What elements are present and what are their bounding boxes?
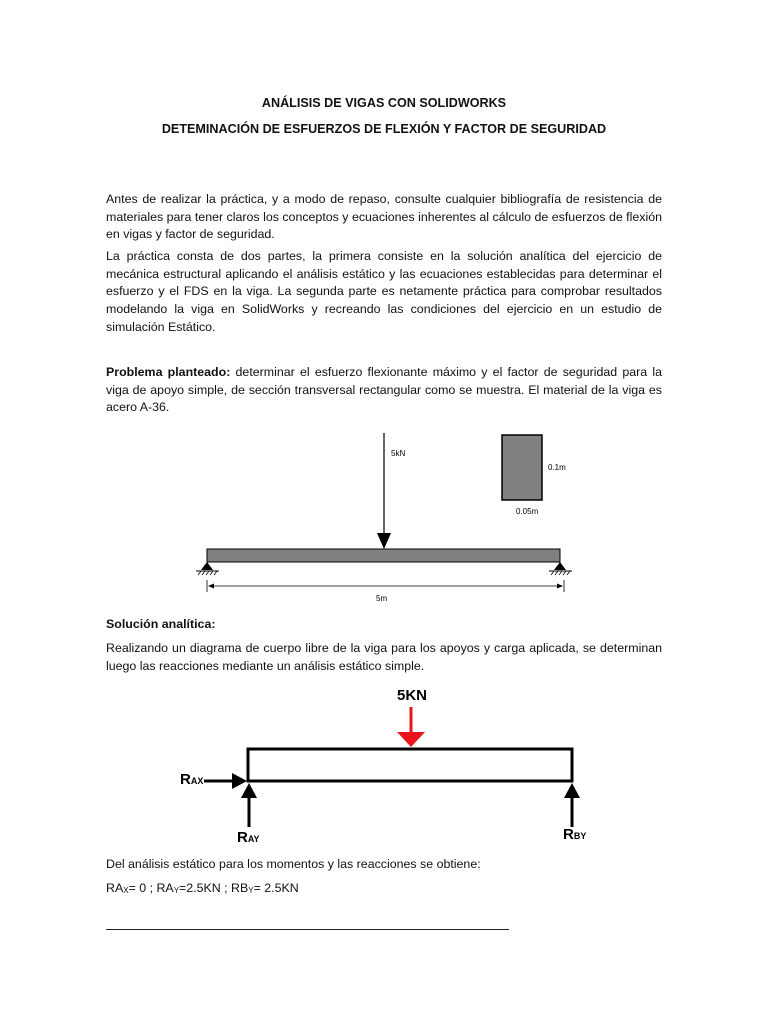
ray-label: RAY bbox=[237, 829, 260, 846]
section-height-label: 0.1m bbox=[548, 463, 566, 472]
rax-arrow-head bbox=[232, 773, 247, 789]
reactions-result: $RA_X= 0$ ; $RA_Y=2.5KN$ ; $RB_Y= 2.5KN$ bbox=[106, 881, 299, 895]
fbd-load-label: 5KN bbox=[397, 687, 428, 704]
solution-paragraph: Realizando un diagrama de cuerpo libre de la viga para los apoyos y carga aplicada, se determinan luego las reacciones mediante un análisis estático simple. bbox=[106, 641, 662, 673]
load-label: 5kN bbox=[391, 449, 406, 458]
rby-label: RBY bbox=[563, 826, 587, 843]
solution-heading: Solución analítica: bbox=[106, 617, 216, 631]
document-subtitle: DETEMINACIÓN DE ESFUERZOS DE FLEXIÓN Y FACTOR DE SEGURIDAD bbox=[161, 122, 607, 136]
section-width-label: 0.05m bbox=[516, 507, 539, 516]
problem-label: Problema planteado: bbox=[106, 365, 231, 379]
footnote-divider bbox=[106, 929, 509, 930]
rby-arrow-head bbox=[564, 783, 580, 798]
intro-paragraph: Antes de realizar la práctica, y a modo de repaso, consulte cualquier bibliografía de resistencia de materiales para tener claros los conceptos y ecuaciones inherentes al cálculo de esfuerzos de flexión en vigas y factor de seguridad. bbox=[106, 192, 662, 242]
fbd-beam bbox=[248, 749, 572, 781]
problem-text: determinar el esfuerzo flexionante máximo y el factor de seguridad para la viga de apoyo simple, de sección transversal rectangular como se muestra. El material de la viga es acero A-36. bbox=[106, 365, 662, 415]
rax-label: RAX bbox=[180, 771, 204, 788]
document-title: ANÁLISIS DE VIGAS CON SOLIDWORKS bbox=[261, 96, 507, 110]
parts-paragraph: La práctica consta de dos partes, la primera consiste en la solución analítica del ejercicio de mecánica estructural aplicando el análisis estático y las ecuaciones establecidas para determinar el esfuerzo y el FDS en la viga. La segunda parte es netamente práctica para comprobar resultados modelando la viga en SolidWorks y recreando las condiciones del ejercicio en un estudio de simulación Estático. bbox=[106, 249, 662, 334]
span-label: 5m bbox=[376, 594, 388, 603]
static-analysis-text: Del análisis estático para los momentos y las reacciones se obtiene: bbox=[106, 857, 481, 871]
ray-arrow-head bbox=[241, 783, 257, 798]
fbd-load-arrow-head bbox=[397, 732, 425, 747]
